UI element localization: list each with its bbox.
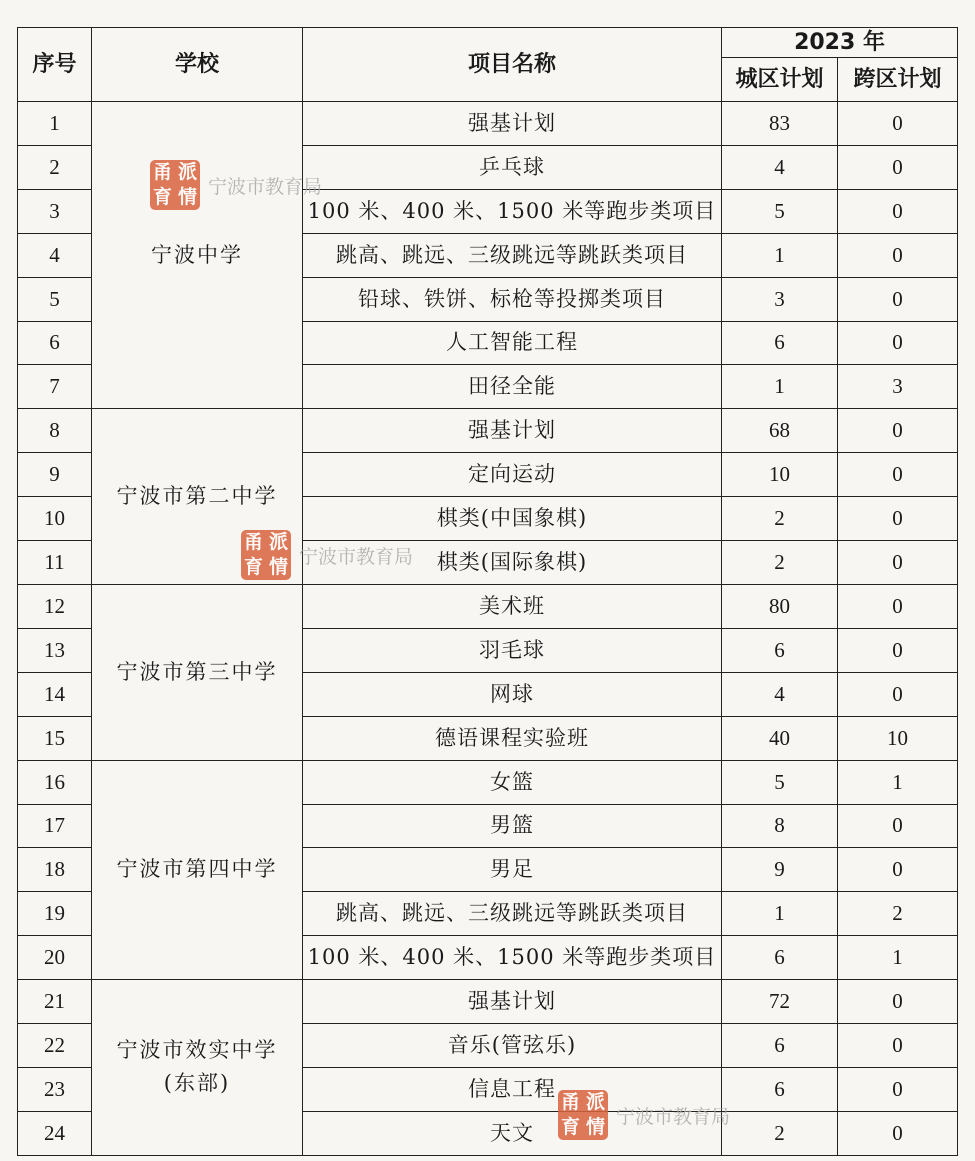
school-subtitle: (东部) [163,1071,231,1096]
cell-project: 强基计划 [303,980,722,1024]
cell-project: 信息工程 [303,1067,722,1111]
cell-cross-plan: 0 [838,453,958,497]
cell-index: 4 [18,233,92,277]
cell-index: 15 [18,716,92,760]
cell-city-plan: 4 [722,145,838,189]
cell-index: 18 [18,848,92,892]
cell-city-plan: 3 [722,277,838,321]
cell-index: 3 [18,189,92,233]
cell-school [92,409,303,585]
watermark-text: 宁波市教育局 [616,1105,731,1128]
cell-city-plan: 72 [722,980,838,1024]
cell-project: 乒乓球 [303,145,722,189]
table-row [18,760,958,804]
cell-index: 24 [18,1111,92,1155]
watermark-text: 宁波市教育局 [208,175,323,198]
cell-city-plan: 5 [722,189,838,233]
cell-index: 21 [18,980,92,1024]
cell-cross-plan: 0 [838,980,958,1024]
cell-city-plan: 2 [722,541,838,585]
cell-cross-plan: 0 [838,584,958,628]
cell-cross-plan: 0 [838,409,958,453]
cell-school [92,980,303,1156]
cell-cross-plan: 0 [838,1067,958,1111]
cell-index: 20 [18,936,92,980]
cell-city-plan: 6 [722,1024,838,1068]
cell-cross-plan: 0 [838,189,958,233]
cell-index: 9 [18,453,92,497]
enrollment-plan-table [17,27,958,1156]
cell-city-plan: 5 [722,760,838,804]
cell-city-plan: 1 [722,365,838,409]
watermark-text: 宁波市教育局 [299,545,414,568]
table-row [18,980,958,1024]
cell-index: 19 [18,892,92,936]
cell-cross-plan: 0 [838,804,958,848]
cell-project: 人工智能工程 [303,321,722,365]
cell-index: 5 [18,277,92,321]
cell-city-plan: 68 [722,409,838,453]
school-name: 宁波市第二中学 [116,484,278,509]
cell-project: 100 米、400 米、1500 米等跑步类项目 [303,189,722,233]
cell-cross-plan: 0 [838,321,958,365]
cell-index: 8 [18,409,92,453]
header-year: 2023 年 [722,28,958,58]
header-school: 学校 [92,28,303,102]
table-row [18,409,958,453]
cell-index: 6 [18,321,92,365]
cell-project: 男篮 [303,804,722,848]
cell-city-plan: 6 [722,936,838,980]
cell-project: 网球 [303,672,722,716]
cell-index: 1 [18,102,92,146]
cell-index: 7 [18,365,92,409]
cell-project: 跳高、跳远、三级跳远等跳跃类项目 [303,233,722,277]
cell-cross-plan: 0 [838,233,958,277]
cell-cross-plan: 0 [838,541,958,585]
cell-project: 强基计划 [303,102,722,146]
cell-index: 2 [18,145,92,189]
cell-index: 13 [18,628,92,672]
cell-index: 14 [18,672,92,716]
cell-project: 田径全能 [303,365,722,409]
cell-index: 16 [18,760,92,804]
cell-index: 22 [18,1024,92,1068]
cell-index: 23 [18,1067,92,1111]
cell-project: 德语课程实验班 [303,716,722,760]
cell-city-plan: 2 [722,1111,838,1155]
header-index: 序号 [18,28,92,102]
header-project: 项目名称 [303,28,722,102]
cell-project: 天文 [303,1111,722,1155]
cell-project: 铅球、铁饼、标枪等投掷类项目 [303,277,722,321]
seal-stamp-icon: 甬 派 育 情 [241,530,291,580]
cell-city-plan: 8 [722,804,838,848]
cell-cross-plan: 0 [838,497,958,541]
cell-city-plan: 1 [722,892,838,936]
cell-project: 棋类(中国象棋) [303,497,722,541]
cell-cross-plan: 2 [838,892,958,936]
cell-school [92,584,303,760]
cell-city-plan: 80 [722,584,838,628]
cell-cross-plan: 0 [838,145,958,189]
cell-cross-plan: 0 [838,848,958,892]
cell-city-plan: 83 [722,102,838,146]
cell-city-plan: 10 [722,453,838,497]
cell-project: 100 米、400 米、1500 米等跑步类项目 [303,936,722,980]
table-row [18,102,958,146]
cell-project: 女篮 [303,760,722,804]
cell-index: 10 [18,497,92,541]
cell-cross-plan: 3 [838,365,958,409]
cell-project: 定向运动 [303,453,722,497]
cell-project: 音乐(管弦乐) [303,1024,722,1068]
cell-cross-plan: 10 [838,716,958,760]
cell-cross-plan: 0 [838,672,958,716]
seal-stamp-icon: 甬 派 育 情 [558,1090,608,1140]
school-name: 宁波中学 [151,242,243,267]
cell-project: 羽毛球 [303,628,722,672]
cell-cross-plan: 0 [838,628,958,672]
cell-index: 17 [18,804,92,848]
cell-project: 跳高、跳远、三级跳远等跳跃类项目 [303,892,722,936]
cell-city-plan: 6 [722,1067,838,1111]
cell-project: 美术班 [303,584,722,628]
header-cross-plan: 跨区计划 [838,58,958,102]
cell-cross-plan: 1 [838,760,958,804]
cell-school [92,102,303,409]
school-name: 宁波市第四中学 [116,857,278,882]
school-name: 宁波市第三中学 [116,659,278,684]
cell-cross-plan: 0 [838,1111,958,1155]
cell-cross-plan: 0 [838,102,958,146]
cell-project: 男足 [303,848,722,892]
cell-index: 12 [18,584,92,628]
table-row [18,584,958,628]
cell-city-plan: 6 [722,628,838,672]
cell-city-plan: 6 [722,321,838,365]
cell-cross-plan: 1 [838,936,958,980]
cell-city-plan: 2 [722,497,838,541]
header-city-plan: 城区计划 [722,58,838,102]
cell-city-plan: 1 [722,233,838,277]
seal-stamp-icon: 甬 派 育 情 [150,160,200,210]
cell-city-plan: 4 [722,672,838,716]
cell-index: 11 [18,541,92,585]
cell-project: 强基计划 [303,409,722,453]
cell-project: 棋类(国际象棋) [303,541,722,585]
cell-school [92,760,303,980]
cell-cross-plan: 0 [838,1024,958,1068]
cell-city-plan: 40 [722,716,838,760]
school-name: 宁波市效实中学 [116,1038,278,1063]
table-body [18,102,958,1156]
cell-cross-plan: 0 [838,277,958,321]
cell-city-plan: 9 [722,848,838,892]
